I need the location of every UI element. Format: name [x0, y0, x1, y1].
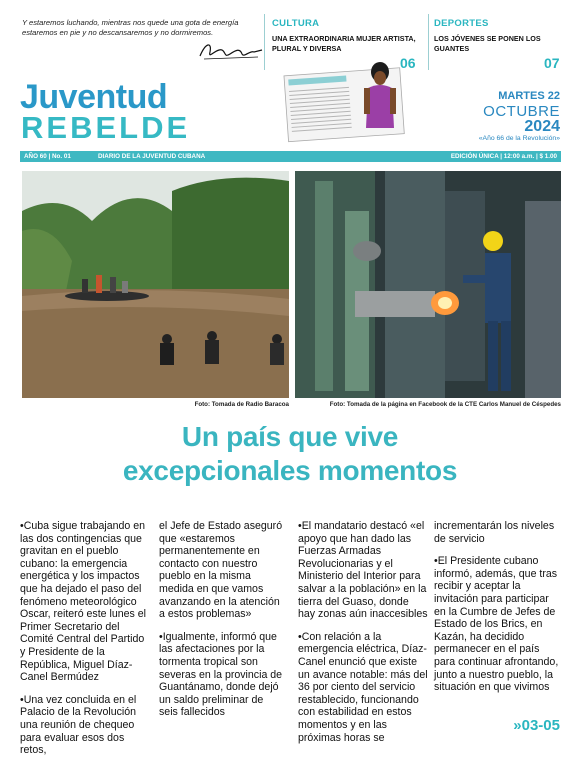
masthead-name-line2: REBELDE [21, 110, 191, 145]
article-headline[interactable] [0, 420, 580, 488]
flood-photo[interactable] [22, 171, 289, 398]
top-quote: Y estaremos luchando, mientras nos quede una gota de energía estaremos en pie y no descansaremos y no dormiremos. [22, 18, 239, 37]
edition-info: EDICIÓN ÚNICA | 12:00 a.m. | $ 1.00 [450, 153, 557, 160]
date-weekday: MARTES 22 [498, 90, 560, 102]
teaser-deportes[interactable] [434, 18, 554, 53]
article-paragraph: •Una vez concluida en el Palacio de la Revolución una reunión de chequeo para evaluar esos dos retos, [20, 693, 137, 757]
headline-line1: Un país que vive [181, 421, 399, 452]
date-month: OCTUBRE [483, 103, 560, 120]
article-paragraph: incrementarán los niveles de servicio [434, 520, 555, 545]
teaser-page-number: 06 [400, 55, 416, 71]
masthead-subtitle: DIARIO DE LA JUVENTUD CUBANA [98, 153, 206, 160]
date-year: 2024 [524, 118, 560, 135]
date-motto: «Año 66 de la Revolución» [478, 135, 560, 142]
article-column-1 [20, 520, 146, 767]
headline-line2: excepcionales momentos [122, 455, 458, 486]
article-paragraph: •El Presidente cubano informó, además, que tras recibir y aceptar la invitación para participar en la Cumbre de Jefes de Estado de los Brics, en Kazán, ha decidido permanecer en el país para continuar afrontando, junto a nuestro pueblo, la situación en que vivimos [434, 555, 559, 694]
article-paragraph: •El mandatario destacó «el apoyo que han dado las Fuerzas Armadas Revolucionarias y el Ministerio del Interior para salvar a la población» en la tierra del Guaso, donde hay zonas aún inaccesibles [298, 520, 428, 621]
teaser-page-number: 07 [544, 55, 560, 71]
article-paragraph: •Igualmente, informó que las afectaciones por la tormenta tropical son severas en la provincia de Guantánamo, donde dejó un saldo preliminar de seis fallecidos [159, 630, 283, 719]
top-divider-1 [264, 14, 265, 70]
teaser-text: UNA EXTRAORDINARIA MUJER ARTISTA, PLURAL Y DIVERSA [272, 34, 416, 53]
continued-link[interactable]: »03-05 [513, 717, 560, 734]
power-plant-photo[interactable] [295, 171, 561, 398]
masthead-band [20, 151, 561, 162]
article-column-2 [159, 520, 283, 729]
teaser-kicker: DEPORTES [434, 18, 489, 29]
teaser-cultura[interactable] [272, 18, 422, 53]
teaser-text: LOS JÓVENES SE PONEN LOS GUANTES [434, 34, 541, 53]
signature-image [196, 38, 266, 64]
top-divider-2 [428, 14, 429, 70]
masthead-name-line1: Juventud [20, 78, 168, 116]
article-paragraph: •Cuba sigue trabajando en las dos contingencias que gravitan en el pueblo cubano: la emergencia energética y los impactos que ha dejado el paso del fenómeno meteorológico Oscar, reiteró este lunes el Primer Secretario del Comité Central del Partido y Presidente de la República, Miguel Díaz-Canel Bermúdez [20, 520, 147, 684]
article-paragraph: •Con relación a la emergencia eléctrica, Díaz-Canel enunció que existe un avance notable: más del 36 por ciento del servicio restablecido, funcionando con estabilidad en estos momentos y en las próximas horas se [298, 630, 428, 744]
photo-caption: Foto: Tomada de Radio Baracoa [194, 401, 289, 408]
article-column-4 [434, 520, 561, 704]
photo-caption: Foto: Tomada de la página en Facebook de la CTE Carlos Manuel de Céspedes [329, 401, 561, 408]
newspaper-thumbnail-image[interactable] [280, 58, 415, 144]
teaser-kicker: CULTURA [272, 18, 320, 29]
issue-number: AÑO 60 | No. 01 [24, 153, 71, 160]
article-paragraph: el Jefe de Estado aseguró que «estaremos permanentemente en contacto con nuestro pueblo en la misma medida en que vamos avanzando en la atención a estos problemas» [159, 520, 283, 621]
article-column-3 [298, 520, 428, 754]
